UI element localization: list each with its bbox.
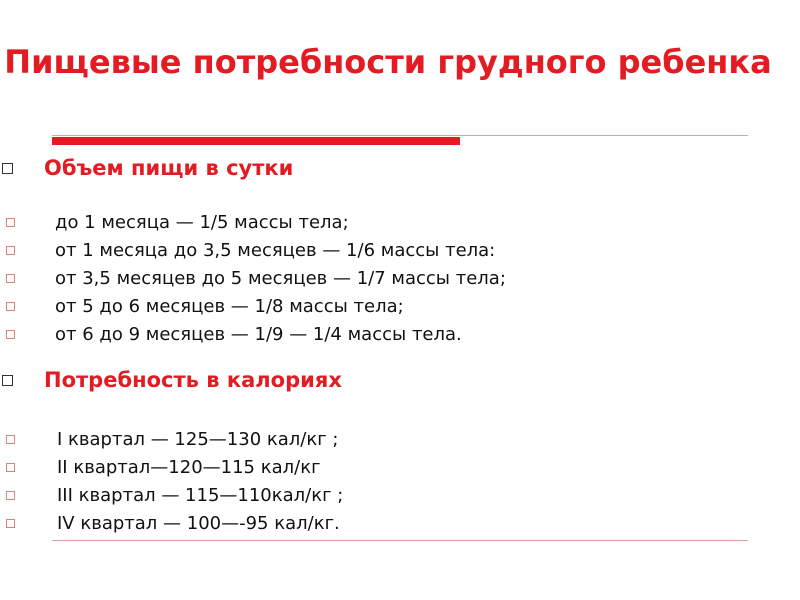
section-heading-calories bbox=[0, 366, 342, 394]
bullet-square-icon bbox=[6, 463, 15, 472]
list-item bbox=[0, 509, 343, 537]
bullet-square-icon bbox=[6, 246, 15, 255]
bullet-square-icon bbox=[6, 435, 15, 444]
bullet-square-icon bbox=[6, 302, 15, 311]
list-item-text: от 5 до 6 месяцев — 1/8 массы тела; bbox=[55, 295, 404, 317]
list-item-text: II квартал—120—115 кал/кг bbox=[57, 456, 321, 478]
section-heading-food-volume bbox=[0, 154, 293, 182]
list-item-text: до 1 месяца — 1/5 массы тела; bbox=[55, 211, 349, 233]
list-item bbox=[0, 425, 343, 453]
food-volume-list bbox=[0, 208, 506, 348]
bullet-square-icon bbox=[2, 375, 13, 386]
list-item bbox=[0, 453, 343, 481]
title-accent-bar bbox=[52, 137, 460, 145]
bullet-square-icon bbox=[6, 274, 15, 283]
list-item bbox=[0, 292, 506, 320]
bottom-divider-line bbox=[52, 540, 748, 541]
bullet-square-icon bbox=[2, 163, 13, 174]
list-item-text: от 3,5 месяцев до 5 месяцев — 1/7 массы тела; bbox=[55, 267, 506, 289]
list-item-text: I квартал — 125—130 кал/кг ; bbox=[57, 428, 339, 450]
bullet-square-icon bbox=[6, 519, 15, 528]
list-item bbox=[0, 481, 343, 509]
slide-title: Пищевые потребности грудного ребенка bbox=[4, 43, 772, 81]
bullet-square-icon bbox=[6, 218, 15, 227]
list-item bbox=[0, 236, 506, 264]
list-item-text: III квартал — 115—110кал/кг ; bbox=[57, 484, 344, 506]
list-item bbox=[0, 208, 506, 236]
bullet-square-icon bbox=[6, 491, 15, 500]
title-divider-line bbox=[52, 135, 748, 136]
list-item bbox=[0, 264, 506, 292]
section-heading-label: Потребность в калориях bbox=[44, 368, 342, 392]
list-item-text: от 1 месяца до 3,5 месяцев — 1/6 массы тела: bbox=[55, 239, 496, 261]
calories-list bbox=[0, 425, 343, 537]
bullet-square-icon bbox=[6, 330, 15, 339]
section-heading-label: Объем пищи в сутки bbox=[44, 156, 294, 180]
list-item-text: IV квартал — 100—-95 кал/кг. bbox=[57, 512, 340, 534]
list-item-text: от 6 до 9 месяцев — 1/9 — 1/4 массы тела. bbox=[55, 323, 462, 345]
list-item bbox=[0, 320, 506, 348]
